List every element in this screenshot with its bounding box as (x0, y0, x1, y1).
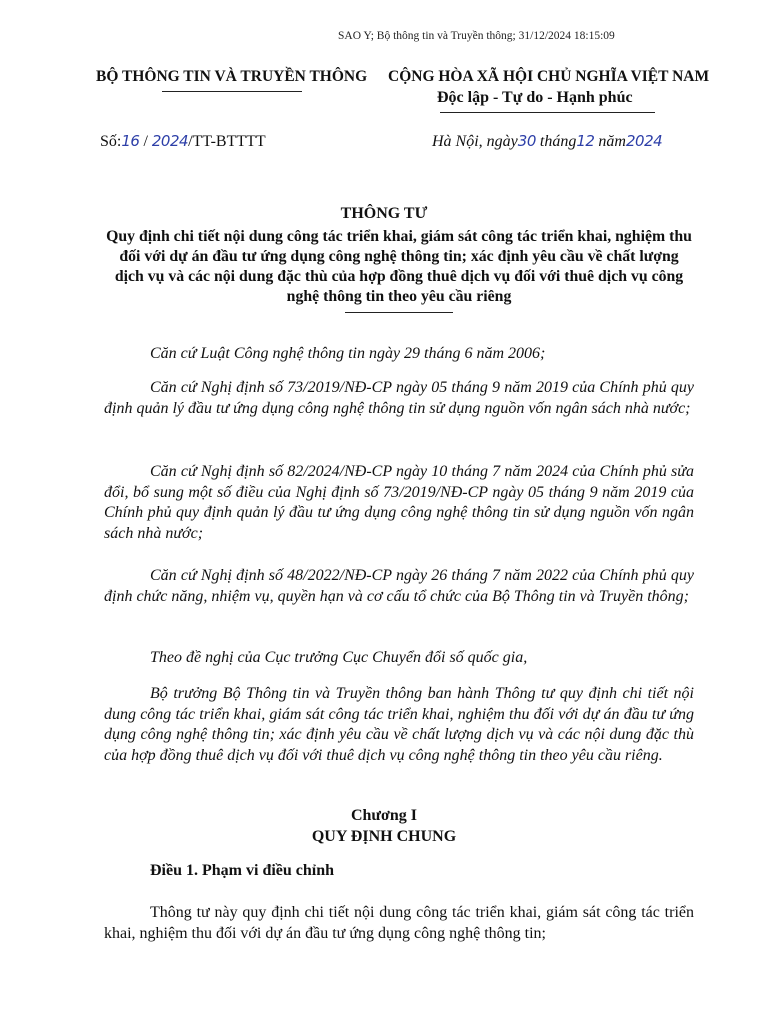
chapter-number: Chương I (350, 807, 418, 824)
document-title: Quy định chi tiết nội dung công tác triển khai, giám sát công tác triển khai, nghiệm thu đối với dự án đầu tư ứng dụng công nghệ thông tin; xác định yêu cầu về chất lượng dịch vụ và các nội dung đặc thù của hợp đồng thuê dịch vụ đối với thuê dịch vụ công nghệ thông tin theo yêu cầu riêng (106, 228, 692, 305)
place-and-date (432, 132, 662, 151)
handwritten-year: 2024 (625, 132, 663, 150)
motto-underline (440, 112, 655, 113)
number-suffix: /TT-BTTTT (188, 133, 266, 150)
preamble-paragraph: Căn cứ Nghị định số 82/2024/NĐ-CP ngày 10 tháng 7 năm 2024 của Chính phủ sửa đổi, bổ sung một số điều của Nghị định số 73/2019/NĐ-CP ngày 05 tháng 9 năm 2019 của Chính phủ quy định quản lý đầu tư ứng dụng công nghệ thông tin sử dụng nguồn vốn ngân sách nhà nước; (104, 463, 694, 542)
number-prefix: Số: (100, 133, 122, 150)
handwritten-day: 30 (517, 132, 536, 150)
organization-underline (162, 91, 302, 92)
chapter-name: QUY ĐỊNH CHUNG (311, 828, 457, 845)
handwritten-number-year: 2024 (151, 132, 189, 150)
preamble-paragraph: Căn cứ Nghị định số 48/2022/NĐ-CP ngày 26 tháng 7 năm 2022 của Chính phủ quy định chức năng, nhiệm vụ, quyền hạn và cơ cấu tổ chức của Bộ Thông tin và Truyền thông; (104, 567, 694, 605)
document-number (100, 132, 266, 151)
year-label: năm (594, 133, 626, 150)
national-title: CỘNG HÒA XÃ HỘI CHỦ NGHĨA VIỆT NAM (388, 68, 710, 85)
issuing-organization: BỘ THÔNG TIN VÀ TRUYỀN THÔNG (96, 68, 368, 85)
preamble-paragraph: Bộ trưởng Bộ Thông tin và Truyền thông ban hành Thông tư quy định chi tiết nội dung công tác triển khai, giám sát công tác triển khai, nghiệm thu đối với dự án đầu tư ứng dụng công nghệ thông tin; xác định yêu cầu về chất lượng dịch vụ và các nội dung đặc thù của hợp đồng thuê dịch vụ đối với thuê dịch vụ công nghệ thông tin theo yêu cầu riêng. (104, 685, 694, 764)
preamble-paragraph: Theo đề nghị của Cục trưởng Cục Chuyển đổi số quốc gia, (150, 649, 528, 666)
place-label: Hà Nội, ngày (432, 133, 518, 150)
handwritten-month: 12 (576, 132, 595, 150)
handwritten-number: 16 (121, 132, 140, 150)
preamble-paragraph: Căn cứ Luật Công nghệ thông tin ngày 29 tháng 6 năm 2006; (150, 345, 546, 362)
copy-stamp: SAO Y; Bộ thông tin và Truyền thông; 31/12/2024 18:15:09 (338, 30, 615, 42)
article-heading: Điều 1. Phạm vi điều chỉnh (150, 862, 335, 879)
month-label: tháng (535, 133, 577, 150)
article-text: Thông tư này quy định chi tiết nội dung công tác triển khai, giám sát công tác triển khai, nghiệm thu đối với dự án đầu tư ứng dụng công nghệ thông tin; (104, 904, 694, 942)
preamble-paragraph: Căn cứ Nghị định số 73/2019/NĐ-CP ngày 05 tháng 9 năm 2019 của Chính phủ quy định quản lý đầu tư ứng dụng công nghệ thông tin sử dụng nguồn vốn ngân sách nhà nước; (104, 379, 694, 417)
number-separator: / (139, 133, 152, 150)
document-type: THÔNG TƯ (340, 205, 428, 222)
title-underline (345, 312, 453, 313)
national-motto: Độc lập - Tự do - Hạnh phúc (437, 89, 633, 106)
